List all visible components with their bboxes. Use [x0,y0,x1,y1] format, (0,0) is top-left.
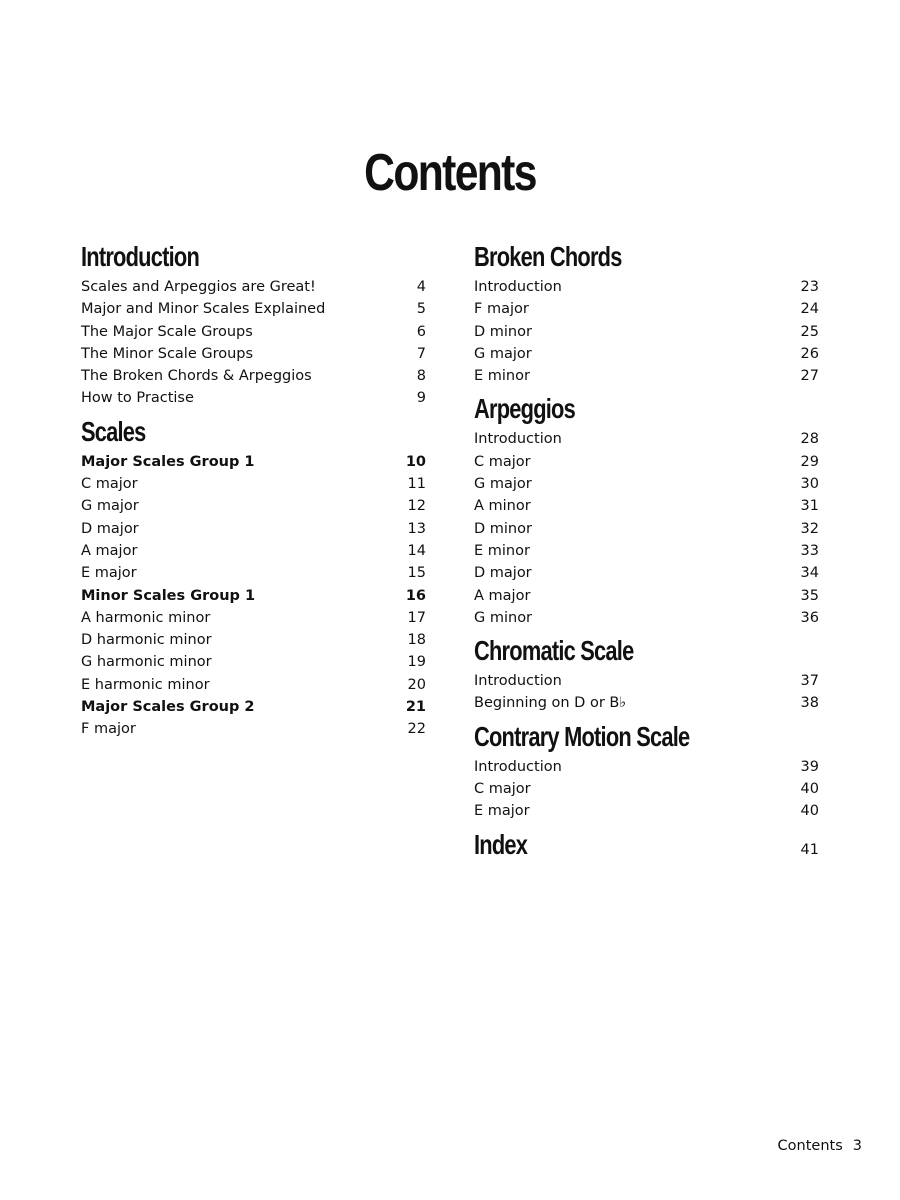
toc-entry[interactable] [81,495,426,517]
toc-entry-label: Beginning on D or B♭ [474,695,627,712]
section-page-number[interactable]: 41 [800,841,819,858]
toc-entry-page: 4 [416,279,426,295]
toc-entry-page: 34 [800,565,819,582]
toc-entry-page: 40 [800,803,819,820]
toc-entry-label: Introduction [474,758,562,775]
toc-entry[interactable] [81,473,426,495]
toc-entry[interactable] [81,651,426,673]
toc-entry-page: 20 [407,676,426,693]
toc-entry-page: 24 [800,301,819,318]
toc-entry[interactable] [81,674,426,696]
toc-entry-page: 25 [800,323,819,340]
toc-entry-page: 13 [407,520,426,537]
footer-label: Contents [777,1138,843,1154]
toc-entry-page: 28 [800,431,819,448]
section-heading: Index [474,828,528,860]
toc-entry-page: 38 [800,695,819,712]
toc-entry-label: D major [474,565,532,582]
toc-entry-label: C major [474,781,531,798]
toc-entry[interactable] [81,321,426,343]
toc-entry-label: C major [81,476,138,493]
toc-entry[interactable] [81,540,426,562]
toc-entry-page: 37 [800,673,819,690]
toc-entry-label: The Broken Chords & Arpeggios [81,368,312,385]
toc-entry-label: Scales and Arpeggios are Great! [81,279,316,295]
section-heading: Arpeggios [474,393,575,425]
toc-entry-page: 6 [416,323,426,340]
toc-entry-label: Introduction [474,279,562,295]
toc-section-scales [81,413,426,741]
toc-entry[interactable] [81,518,426,540]
toc-entry-page: 21 [405,699,426,716]
toc-entry[interactable] [474,321,819,343]
toc-entry-label: The Minor Scale Groups [81,345,254,362]
toc-entry-page: 18 [407,632,426,649]
toc-entry-page: 22 [407,721,426,738]
toc-entry-label: Major Scales Group 1 [81,453,255,470]
toc-entry[interactable] [81,607,426,629]
toc-entry[interactable] [474,692,819,714]
toc-entry-page: 40 [800,781,819,798]
page-footer [778,1138,862,1154]
section-heading-row [474,718,819,756]
toc-entry[interactable] [81,298,426,320]
toc-entry-page: 26 [800,345,819,362]
toc-entry-page: 33 [800,542,819,559]
toc-entry-page: 23 [800,279,819,295]
toc-entry-label: D minor [474,323,532,340]
toc-entry-page: 5 [416,301,426,318]
toc-entry[interactable] [474,562,819,584]
toc-entry-page: 27 [800,368,819,385]
toc-entry-page: 15 [407,565,426,582]
section-heading-row [81,413,426,451]
toc-entry-label: E harmonic minor [81,676,210,693]
toc-entry[interactable] [474,428,819,450]
toc-entry[interactable] [81,276,426,298]
toc-entry-page: 30 [800,476,819,493]
toc-entry-label: E major [81,565,137,582]
toc-entry[interactable] [474,670,819,692]
toc-entry[interactable] [81,343,426,365]
toc-entry-label: E major [474,803,530,820]
toc-entry[interactable] [474,778,819,800]
toc-group-entry[interactable] [81,585,426,607]
toc-entry[interactable] [474,756,819,778]
toc-entry[interactable] [474,585,819,607]
toc-entry-page: 36 [800,609,819,626]
toc-entry-page: 7 [416,345,426,362]
toc-entry-label: E minor [474,542,530,559]
toc-entry-label: Introduction [474,673,562,690]
page-title: Contents [364,143,536,202]
toc-entry[interactable] [81,629,426,651]
toc-entry-page: 17 [407,609,426,626]
toc-entry-label: Major Scales Group 2 [81,699,255,716]
toc-entry-label: Minor Scales Group 1 [81,587,256,604]
toc-entry-page: 39 [800,758,819,775]
toc-section-chromatic-scale [474,632,819,715]
toc-entry-page: 10 [405,453,426,470]
toc-entry-label: G harmonic minor [81,654,212,671]
toc-right-column [474,238,819,867]
section-heading-row [474,632,819,670]
toc-entry[interactable] [81,387,426,409]
section-heading-row [81,238,426,276]
section-heading-row [474,390,819,428]
section-heading-row [474,826,819,864]
toc-section-index [474,826,819,864]
toc-section-introduction [81,238,426,410]
toc-entry-label: The Major Scale Groups [81,323,253,340]
toc-entry[interactable] [474,365,819,387]
toc-entry-page: 9 [416,390,426,407]
toc-entry-page: 8 [416,368,426,385]
toc-entry[interactable] [474,800,819,822]
section-heading: Scales [81,415,146,447]
toc-entry-label: Major and Minor Scales Explained [81,301,326,318]
toc-entry-label: G major [474,345,532,362]
toc-entry-page: 16 [405,587,426,604]
toc-entry-label: D harmonic minor [81,632,212,649]
toc-left-column [81,238,426,744]
toc-entry[interactable] [81,718,426,740]
toc-section-arpeggios [474,390,819,629]
toc-entry-label: How to Practise [81,390,194,407]
toc-entry-label: F major [474,301,529,318]
toc-entry[interactable] [81,562,426,584]
toc-entry-page: 19 [407,654,426,671]
toc-entry[interactable] [81,365,426,387]
toc-entry[interactable] [474,343,819,365]
toc-entry[interactable] [474,607,819,629]
toc-entry[interactable] [474,495,819,517]
toc-section-contrary-motion-scale [474,718,819,823]
toc-entry-label: G major [474,476,532,493]
toc-entry-page: 32 [800,520,819,537]
section-heading: Broken Chords [474,241,622,272]
section-heading: Chromatic Scale [474,635,634,667]
toc-entry-label: A major [474,587,531,604]
footer-page-number: 3 [852,1138,862,1154]
toc-entry-label: D minor [474,520,532,537]
toc-entry-label: Introduction [474,431,562,448]
toc-entry[interactable] [474,276,819,298]
toc-entry-label: F major [81,721,136,738]
toc-entry-page: 14 [407,542,426,559]
toc-entry[interactable] [474,518,819,540]
toc-entry-page: 29 [800,453,819,470]
section-heading: Introduction [81,241,200,272]
toc-entry-page: 12 [407,498,426,515]
toc-entry-page: 11 [407,476,426,493]
toc-entry-page: 35 [800,587,819,604]
toc-entry-label: C major [474,453,531,470]
toc-entry-label: G major [81,498,139,515]
toc-entry[interactable] [474,451,819,473]
toc-entry-label: A minor [474,498,531,515]
toc-entry[interactable] [474,540,819,562]
section-heading: Contrary Motion Scale [474,720,690,752]
toc-entry[interactable] [474,298,819,320]
toc-section-broken-chords [474,238,819,387]
toc-group-entry[interactable] [81,696,426,718]
toc-entry-label: D major [81,520,139,537]
section-heading-row [474,238,819,276]
toc-entry-page: 31 [800,498,819,515]
toc-entry-label: A harmonic minor [81,609,211,626]
toc-entry-label: G minor [474,609,533,626]
toc-entry-label: E minor [474,368,530,385]
toc-group-entry[interactable] [81,451,426,473]
toc-entry[interactable] [474,473,819,495]
toc-entry-label: A major [81,542,138,559]
